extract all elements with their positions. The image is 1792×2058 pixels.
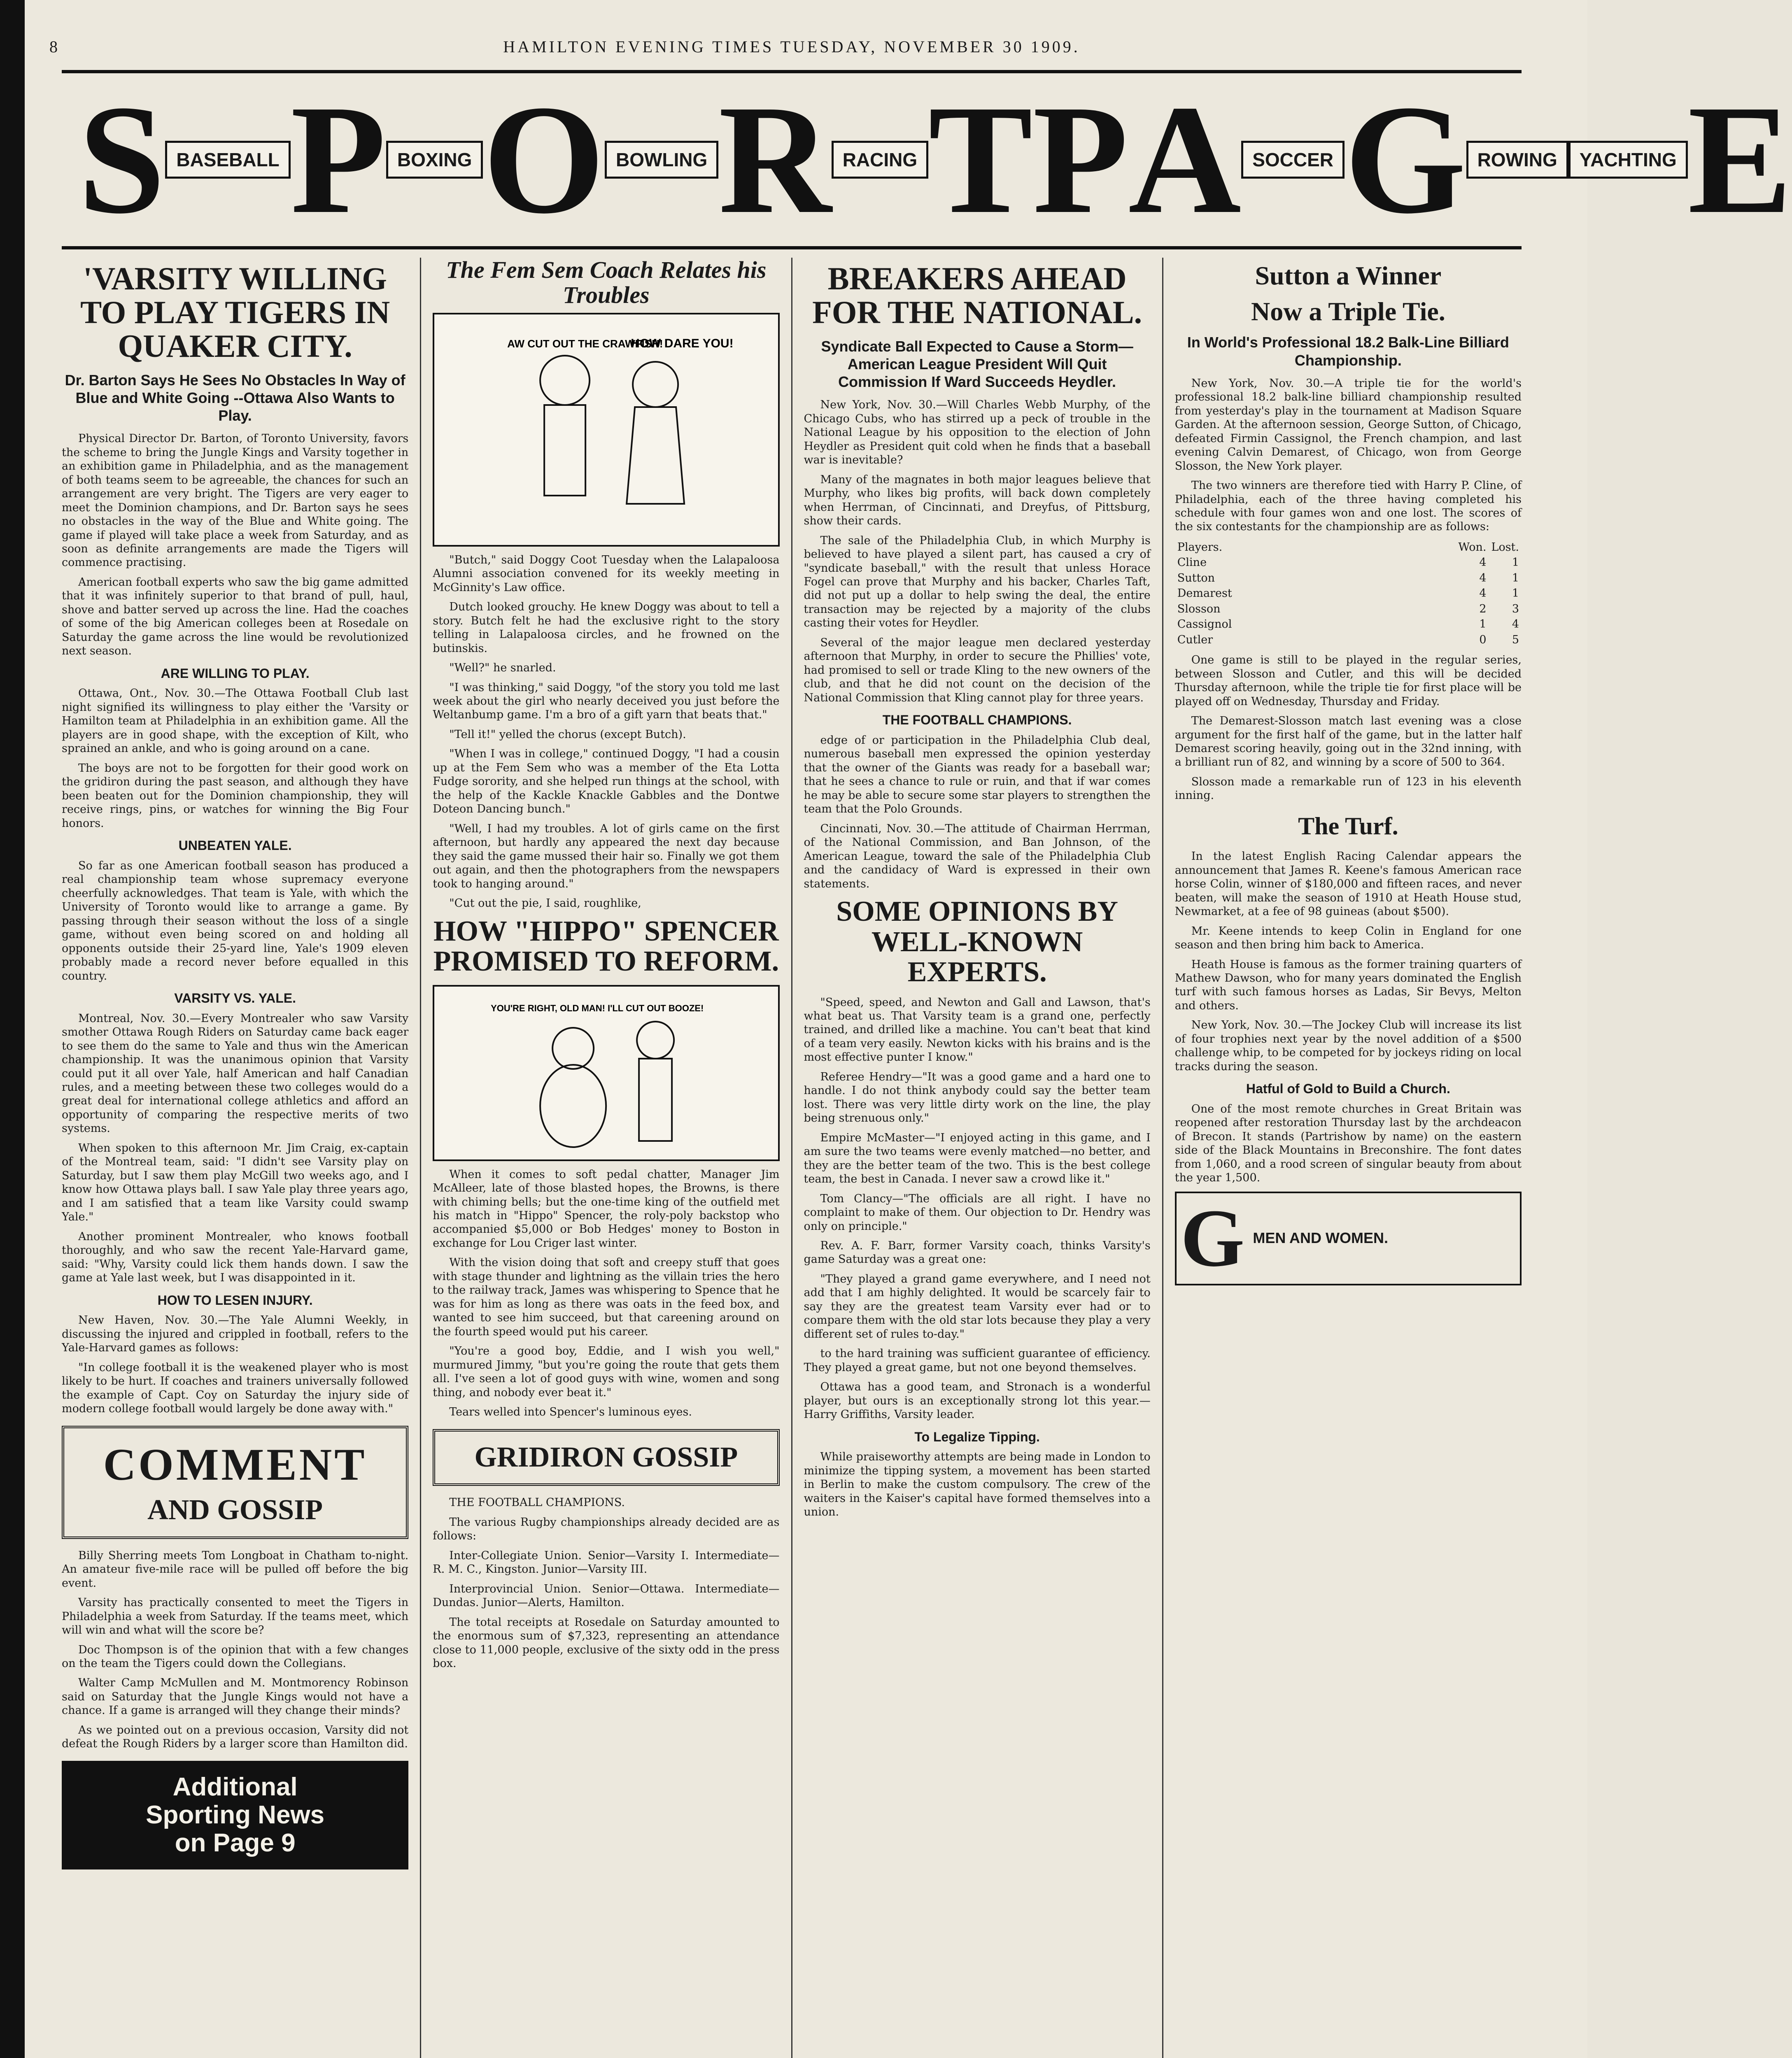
- cartoon-bubble-2: HOW DARE YOU!: [631, 336, 734, 350]
- column-rule: [420, 258, 421, 2058]
- lost-count: 1: [1512, 587, 1519, 600]
- won-count: 0: [1479, 633, 1487, 646]
- opinions-headline: SOME OPINIONS BY WELL-KNOWN EXPERTS.: [836, 896, 1118, 988]
- table-row: [1175, 601, 1522, 617]
- masthead-letter-p: P: [290, 73, 386, 246]
- column-2: [433, 258, 779, 2058]
- masthead-letter-t: T: [928, 73, 1033, 246]
- article-paragraph: One of the most remote churches in Great Britain was reopened after restoration Thursday last by the archdeacon of Brecon. It stands (Partrishow by name) on the eastern side of the Black Mountains in Breconshire. The font dates from 1,060, and a rood screen of singular beauty from about the year 1,500.: [1174, 1102, 1522, 1185]
- breakers-headline: BREAKERS AHEAD FOR THE NATIONAL.: [812, 261, 1142, 330]
- table-header: Won.: [1458, 540, 1487, 554]
- scan-edge: [0, 0, 25, 2058]
- gossip-item: Doc Thompson is of the opinion that with a few changes on the team the Tigers could down the Collegians.: [62, 1643, 409, 1670]
- gridiron-title: GRIDIRON GOSSIP: [474, 1441, 738, 1473]
- article-paragraph: Dutch looked grouchy. He knew Doggy was about to tell a story. Butch felt he had the exclusive right to the story telling in Lalapaloosa circles, and he frowned on the butinskis.: [433, 601, 780, 655]
- article-paragraph: So far as one American football season has produced a real championship team whose supremacy everyone cheerfully acknowledges. That team is Yale, with which the University of Toronto would like to arrange a game. By passing through their season without the loss of a single game, without even being scored on and holding all opponents outside their 25-yard line, Yale's 1909 eleven probably made a record never before equalled in this country.: [62, 859, 409, 982]
- varsity-deck: Dr. Barton Says He Sees No Obstacles In Way of Blue and White Going --Ottawa Also Wants to Play.: [65, 371, 405, 424]
- lost-count: 4: [1512, 618, 1519, 631]
- additional-line-1: Additional: [172, 1772, 298, 1801]
- article-paragraph: "Well, I had my troubles. A lot of girls came on the first afternoon, but hardly any appeared the next day because they said the game mussed their hair so. Finally we got them out again, and then the photographers from the newspapers took to hanging around.": [433, 822, 780, 890]
- subhead: Hatful of Gold to Build a Church.: [1246, 1081, 1450, 1097]
- lost-count: 3: [1512, 602, 1519, 615]
- player-name: Cassignol: [1177, 618, 1232, 631]
- additional-line-2: Sporting News: [146, 1800, 325, 1829]
- player-name: Demarest: [1177, 587, 1232, 600]
- hippo-illustration: [434, 987, 778, 1159]
- won-count: 4: [1479, 571, 1487, 584]
- gridiron-item: Interprovincial Union. Senior—Ottawa. Intermediate—Dundas. Junior—Alerts, Hamilton.: [433, 1582, 780, 1609]
- won-count: 2: [1479, 602, 1487, 615]
- article-paragraph: One game is still to be played in the regular series, between Slosson and Cutler, and this will be decided Thursday afternoon, while the triple tie for first place will be played off on Wednesday, Thursday and Friday.: [1174, 654, 1522, 708]
- won-count: 4: [1479, 556, 1487, 569]
- column-1: [62, 258, 408, 2058]
- sport-tag-yachting: YACHTING: [1568, 141, 1688, 179]
- article-paragraph: While praiseworthy attempts are being made in London to minimize the tipping system, a movement has been started in Berlin to make the custom compulsory. The crew of the waiters in the Kaiser's capital have formed themselves into a union.: [804, 1450, 1151, 1519]
- article-paragraph: When spoken to this afternoon Mr. Jim Craig, ex-captain of the Montreal team, said: "I didn't see Varsity play on Saturday, but I saw them play McGill two weeks ago, and I know how Ottawa plays ball. I saw Yale play three years ago, and I am satisfied that a team like Varsity could swamp Yale.": [62, 1141, 409, 1224]
- ad-heading: MEN AND WOMEN.: [1253, 1229, 1388, 1247]
- subhead: VARSITY VS. YALE.: [174, 990, 296, 1006]
- hippo-bubble: YOU'RE RIGHT, OLD MAN! I'LL CUT OUT BOOZE!: [491, 1003, 704, 1013]
- gossip-item: Walter Camp McMullen and M. Montmorency Robinson said on Saturday that the Jungle Kings would not have a chance. If a game is arranged will they change their minds?: [62, 1676, 409, 1717]
- table-header: Players.: [1177, 540, 1223, 554]
- article-paragraph: New Haven, Nov. 30.—The Yale Alumni Weekly, in discussing the injured and crippled in football, refers to the Yale-Harvard games as follows:: [62, 1314, 409, 1355]
- article-paragraph: New York, Nov. 30.—Will Charles Webb Murphy, of the Chicago Cubs, who has stirred up a peck of trouble in the National League by his opposition to the election of John Heydler as President quit cold when he finds that a baseball war is inevitable?: [804, 398, 1151, 467]
- article-paragraph: "They played a grand game everywhere, and I need not add that I am highly delighted. It would be scarcely fair to say they are the greatest team Varsity ever had or to compare them with the old star lots because they play a very different set of rules to-day.": [804, 1272, 1151, 1341]
- article-paragraph: Several of the major league men declared yesterday afternoon that Murphy, in order to secure the Phillies' vote, had promised to sell or trade Kling to the new owners of the club, and that he did not count on the decision of the National Commission that Kling cannot play for three years.: [804, 636, 1151, 704]
- article-paragraph: "In college football it is the weakened player who is most likely to be hurt. If coaches and trainers universally followed the example of Capt. Coy on Saturday the injury side of modern college football would largely be done away with.": [62, 1361, 409, 1415]
- sutton-deck: In World's Professional 18.2 Balk-Line Billiard Championship.: [1187, 334, 1509, 369]
- gridiron-item: Inter-Collegiate Union. Senior—Varsity I. Intermediate—R. M. C., Kingston. Junior—Varsity III.: [433, 1549, 780, 1576]
- player-name: Cutler: [1177, 633, 1213, 646]
- fem-sem-cartoon-title: The Fem Sem Coach Relates his Troubles: [446, 256, 767, 308]
- dateline: [49, 37, 1522, 62]
- turf-title: The Turf.: [1298, 812, 1398, 840]
- masthead-letter-e: E: [1687, 73, 1792, 246]
- additional-line-3: on Page 9: [175, 1829, 296, 1858]
- sport-tag-bowling: BOWLING: [605, 141, 718, 179]
- table-row: [1175, 586, 1522, 601]
- article-paragraph: "Butch," said Doggy Coot Tuesday when the Lalapaloosa Alumni association convened for its weekly meeting in McGinnity's Law office.: [433, 553, 780, 594]
- varsity-headline: 'VARSITY WILLING TO PLAY TIGERS IN QUAKER CITY.: [80, 261, 390, 364]
- article-paragraph: American football experts who saw the big game admitted that it was infinitely superior to that brand of pull, haul, shove and batter served up across the line. Had the coaches of some of the big American colleges been at Rosedale on Saturday the game across the line would be revolutionized next season.: [62, 575, 409, 658]
- gridiron-gossip-banner: [433, 1429, 779, 1486]
- article-paragraph: "Tell it!" yelled the chorus (except Butch).: [449, 728, 686, 741]
- player-name: Slosson: [1177, 602, 1221, 615]
- article-paragraph: The two winners are therefore tied with Harry P. Cline, of Philadelphia, each of the three having completed his schedule with four games won and one lost. The scores of the six contestants for the championship are as follows:: [1174, 479, 1522, 533]
- gossip-item: Varsity has practically consented to meet the Tigers in Philadelphia a week from Saturday. If the teams meet, which will win and what will the score be?: [62, 1596, 409, 1637]
- gossip-item: As we pointed out on a previous occasion, Varsity did not defeat the Rough Riders by a larger score than Hamilton did.: [62, 1723, 409, 1751]
- won-count: 1: [1479, 618, 1487, 631]
- article-paragraph: Ottawa has a good team, and Stronach is a wonderful player, but ours is an exceptionally strong lot this year.—Harry Griffiths, Varsity leader.: [804, 1381, 1151, 1421]
- article-paragraph: "Cut out the pie, I said, roughlike,: [449, 897, 641, 910]
- sutton-headline-2: Now a Triple Tie.: [1251, 297, 1445, 326]
- table-row: [1175, 570, 1522, 586]
- article-columns: [62, 258, 1522, 2058]
- masthead: [62, 70, 1792, 249]
- comment-gossip-banner: [62, 1426, 408, 1539]
- gossip-title: AND GOSSIP: [147, 1494, 323, 1526]
- article-paragraph: The boys are not to be forgotten for their good work on the gridiron during the past season, and although they have been beaten out for the Dominion championship, they will receive rings, pins, or watches for winning the Big Four honors.: [62, 761, 409, 830]
- table-header-row: [1175, 540, 1522, 555]
- article-paragraph: Heath House is famous as the former training quarters of Mathew Dawson, who for many years dominated the English turf with such famous horses as Ladas, Sir Bevys, Melton and others.: [1174, 958, 1522, 1012]
- gridiron-item: THE FOOTBALL CHAMPIONS.: [449, 1496, 625, 1509]
- sport-tag-soccer: SOCCER: [1241, 141, 1345, 179]
- subhead: UNBEATEN YALE.: [178, 838, 292, 853]
- player-name: Sutton: [1177, 571, 1215, 584]
- masthead-letter-a: A: [1128, 73, 1242, 246]
- article-paragraph: "Speed, speed, and Newton and Gall and Lawson, that's what beat us. That Varsity team is a grand one, perfectly trained, and drilled like a machine. You can't beat that kind of a team very easily. Newton kicks with his brains and is the most effective punter I know.": [804, 996, 1151, 1064]
- article-paragraph: In the latest English Racing Calendar appears the announcement that James R. Keene's famous American race horse Colin, winner of $180,000 and fifteen races, and never beaten, will make the season of 1910 at Heath House stud, Newmarket, at a fee of 98 guineas (about $500).: [1174, 850, 1522, 918]
- article-paragraph: Another prominent Montrealer, who knows football thoroughly, and who saw the recent Yale-Harvard game, said: "Why, Varsity could lick them hands down. I saw the game at Yale last week, but I was disappointed in it.: [62, 1230, 409, 1285]
- masthead-letter-p2: P: [1032, 73, 1128, 246]
- dateline-text: HAMILTON EVENING TIMES TUESDAY, NOVEMBER 30 1909.: [503, 37, 1080, 56]
- table-header: Lost.: [1491, 540, 1519, 554]
- article-paragraph: Rev. A. F. Barr, former Varsity coach, thinks Varsity's game Saturday was a great one:: [804, 1239, 1151, 1266]
- advertisement: [1175, 1192, 1522, 1285]
- article-paragraph: New York, Nov. 30.—The Jockey Club will increase its list of four trophies next year by the novel addition of a $500 challenge whip, to be competed for by jockeys riding on local tracks during the season.: [1174, 1019, 1522, 1073]
- gossip-item: Billy Sherring meets Tom Longboat in Chatham to-night. An amateur five-mile race will be pulled off before the big event.: [62, 1549, 409, 1590]
- won-count: 4: [1479, 587, 1487, 600]
- article-paragraph: The sale of the Philadelphia Club, in which Murphy is believed to have played a silent part, has caused a cry of "syndicate baseball," with the result that unless Horace Fogel can prove that Murphy and his backer, Charles Taft, did not put up a dollar to help swing the deal, the entire transaction may be rejected by a majority of the clubs casting their votes for Heydler.: [804, 534, 1151, 630]
- page-number: 8: [49, 37, 60, 56]
- table-row: [1175, 555, 1522, 570]
- column-rule: [791, 258, 792, 2058]
- article-paragraph: New York, Nov. 30.—A triple tie for the world's professional 18.2 balk-line billiard championship resulted from yesterday's play in the tournament at Madison Square Garden. At the afternoon session, George Sutton, of Chicago, defeated Firmin Cassignol, the French champion, and last evening Calvin Demarest, of Chicago, won from George Slosson, the New York player.: [1174, 377, 1522, 473]
- table-row: [1175, 617, 1522, 632]
- subhead: ARE WILLING TO PLAY.: [161, 666, 310, 681]
- article-paragraph: Mr. Keene intends to keep Colin in England for one season and then bring him back to America.: [1174, 924, 1522, 952]
- article-paragraph: "Well?" he snarled.: [449, 661, 556, 675]
- column-4: [1175, 258, 1522, 2058]
- lost-count: 1: [1512, 556, 1519, 569]
- sport-tag-boxing: BOXING: [386, 141, 483, 179]
- player-name: Cline: [1177, 556, 1207, 569]
- article-paragraph: Cincinnati, Nov. 30.—The attitude of Chairman Herrman, of the National Commission, and Ban Johnson, of the American League, toward the sale of the Philadelphia Club and the candidacy of Ward is expressed in their own statements.: [804, 822, 1151, 890]
- sport-tag-rowing: ROWING: [1466, 141, 1568, 179]
- article-paragraph: When it comes to soft pedal chatter, Manager Jim McAlleer, late of those blasted hopes, the Browns, is there with chiming bells; but the one-time king of the outfield met his match in "Hippo" Spencer, the roly-poly backstop who accompanied $5,000 or Bob Hedges' money to Boston in exchange for Lou Criger last winter.: [433, 1168, 780, 1250]
- subhead: HOW TO LESEN INJURY.: [157, 1292, 313, 1308]
- additional-news-box: [62, 1761, 408, 1870]
- masthead-letter-s: S: [78, 73, 165, 246]
- hippo-headline: HOW "HIPPO" SPENCER PROMISED TO REFORM.: [433, 915, 779, 978]
- masthead-letter-g: G: [1345, 73, 1466, 246]
- article-paragraph: "I was thinking," said Doggy, "of the story you told me last week about the girl who nearly deceived you just before the Weltanbump game. I'm a bro of a gift yarn that beats that.": [433, 681, 780, 722]
- column-3: [804, 258, 1151, 2058]
- subhead: THE FOOTBALL CHAMPIONS.: [882, 712, 1072, 728]
- gridiron-item: The total receipts at Rosedale on Saturday amounted to the enormous sum of $7,323, representing an attendance close to 11,000 people, exclusive of the sixty odd in the press box.: [433, 1616, 780, 1670]
- breakers-deck: Syndicate Ball Expected to Cause a Storm—American League President Will Quit Commission If Ward Succeeds Heydler.: [821, 338, 1133, 391]
- article-paragraph: Empire McMaster—"I enjoyed acting in this game, and I am sure the two teams were evenly matched—no better, and they are the better team of the two. This is the best college team, the best in Canada. I never saw a crowd like it.": [804, 1131, 1151, 1186]
- article-paragraph: With the vision doing that soft and creepy stuff that goes with stage thunder and lightning as the villain tries the hero to the railway track, James was whispering to Spence that he was for him as long as there was oats in the feed box, and wanted to see him succeed, but that careening around on the fourth speed would put his career.: [433, 1256, 780, 1338]
- article-paragraph: Physical Director Dr. Barton, of Toronto University, favors the scheme to bring the Jungle Kings and Varsity together in an exhibition game in Philadelphia, and as the management of both teams seem to be agreeable, the chances for such an arrangement are very bright. The Tigers are very eager to meet the Dominion champions, and Dr. Barton says he sees no obstacles in the way of the Blue and White going. The game if played will take place a week from Saturday, and as soon as definite arrangements are made the Tigers will commence practising.: [62, 432, 409, 569]
- column-rule: [1162, 258, 1163, 2058]
- article-paragraph: Tom Clancy—"The officials are all right. I have no complaint to make of them. Our objection to Dr. Hendry was only on principle.": [804, 1192, 1151, 1233]
- article-paragraph: The Demarest-Slosson match last evening was a close argument for the first half of the game, but in the latter half Demarest scoring heavily, going out in the 32nd inning, with a brilliant run of 82, and winning by a score of 500 to 364.: [1174, 715, 1522, 769]
- billiard-standings-table: [1175, 540, 1522, 647]
- cartoon-illustration: [434, 314, 778, 545]
- table-row: [1175, 632, 1522, 647]
- article-paragraph: Referee Hendry—"It was a good game and a hard one to handle. I do not think anybody could say the better team lost. There was very little dirty work on the line, the play being strenuous only.": [804, 1070, 1151, 1125]
- article-paragraph: to the hard training was sufficient guarantee of efficiency. They played a great game, but not one beyond themselves.: [804, 1347, 1151, 1374]
- article-paragraph: Tears welled into Spencer's luminous eyes.: [449, 1406, 692, 1419]
- lost-count: 5: [1512, 633, 1519, 646]
- subhead: To Legalize Tipping.: [914, 1429, 1040, 1444]
- article-paragraph: "When I was in college," continued Doggy, "I had a cousin up at the Fem Sem who was a member of the Eta Lotta Fudge sorority, and she helped run things at the school, with the help of the Kackle Knackle Gabbles and the Dontwe Doteon Dancing bunch.": [433, 747, 780, 816]
- sutton-headline-1: Sutton a Winner: [1255, 261, 1442, 290]
- sport-tag-baseball: BASEBALL: [165, 141, 290, 179]
- masthead-letter-r: R: [718, 73, 832, 246]
- article-paragraph: Montreal, Nov. 30.—Every Montrealer who saw Varsity smother Ottawa Rough Riders on Saturday came back eager to see them do the same to Yale and thus win the American championship. It was the unanimous opinion that Varsity could put it all over Yale, half American and half Canadian rules, and a meeting between these two colleges would do a great deal for international college athletics and afford an opportunity of comparing the respective merits of two systems.: [62, 1012, 409, 1135]
- article-paragraph: Many of the magnates in both major leagues believe that Murphy, who likes big profits, will back down completely when Herrman, of Cincinnati, and Dreyfus, of Pittsburg, show their cards.: [804, 473, 1151, 528]
- article-paragraph: "You're a good boy, Eddie, and I wish you well," murmured Jimmy, "but you're going the route that gets them all. I've seen a lot of good guys with wine, women and song thing, and nobody ever beat it.": [433, 1345, 780, 1399]
- comment-title: COMMENT: [103, 1439, 367, 1490]
- article-paragraph: edge of or participation in the Philadelphia Club deal, numerous baseball men expressed the opinion yesterday that the owner of the Giants was ready for a baseball war; that he sees a chance to rule or ruin, and that if war comes he may be able to secure some star players to strengthen the team that the Polo Grounds.: [804, 733, 1151, 816]
- gridiron-item: The various Rugby championships already decided are as follows:: [433, 1516, 780, 1543]
- lost-count: 1: [1512, 571, 1519, 584]
- masthead-letter-o: O: [483, 73, 605, 246]
- fem-sem-cartoon: [433, 313, 779, 547]
- ad-big-letter: G: [1180, 1192, 1245, 1284]
- hippo-cartoon: [433, 985, 779, 1161]
- cartoon-bubble-1: AW CUT OUT THE CRAWFISH!: [507, 337, 663, 350]
- sport-tag-racing: RACING: [832, 141, 928, 179]
- article-paragraph: Ottawa, Ont., Nov. 30.—The Ottawa Football Club last night signified its willingness to play either the 'Varsity or Hamilton team at Philadelphia in an exhibition game. All the players are in good shape, with the exception of Kilt, who sprained an ankle, and who is going around on a cane.: [62, 687, 409, 755]
- article-paragraph: Slosson made a remarkable run of 123 in his eleventh inning.: [1174, 775, 1522, 802]
